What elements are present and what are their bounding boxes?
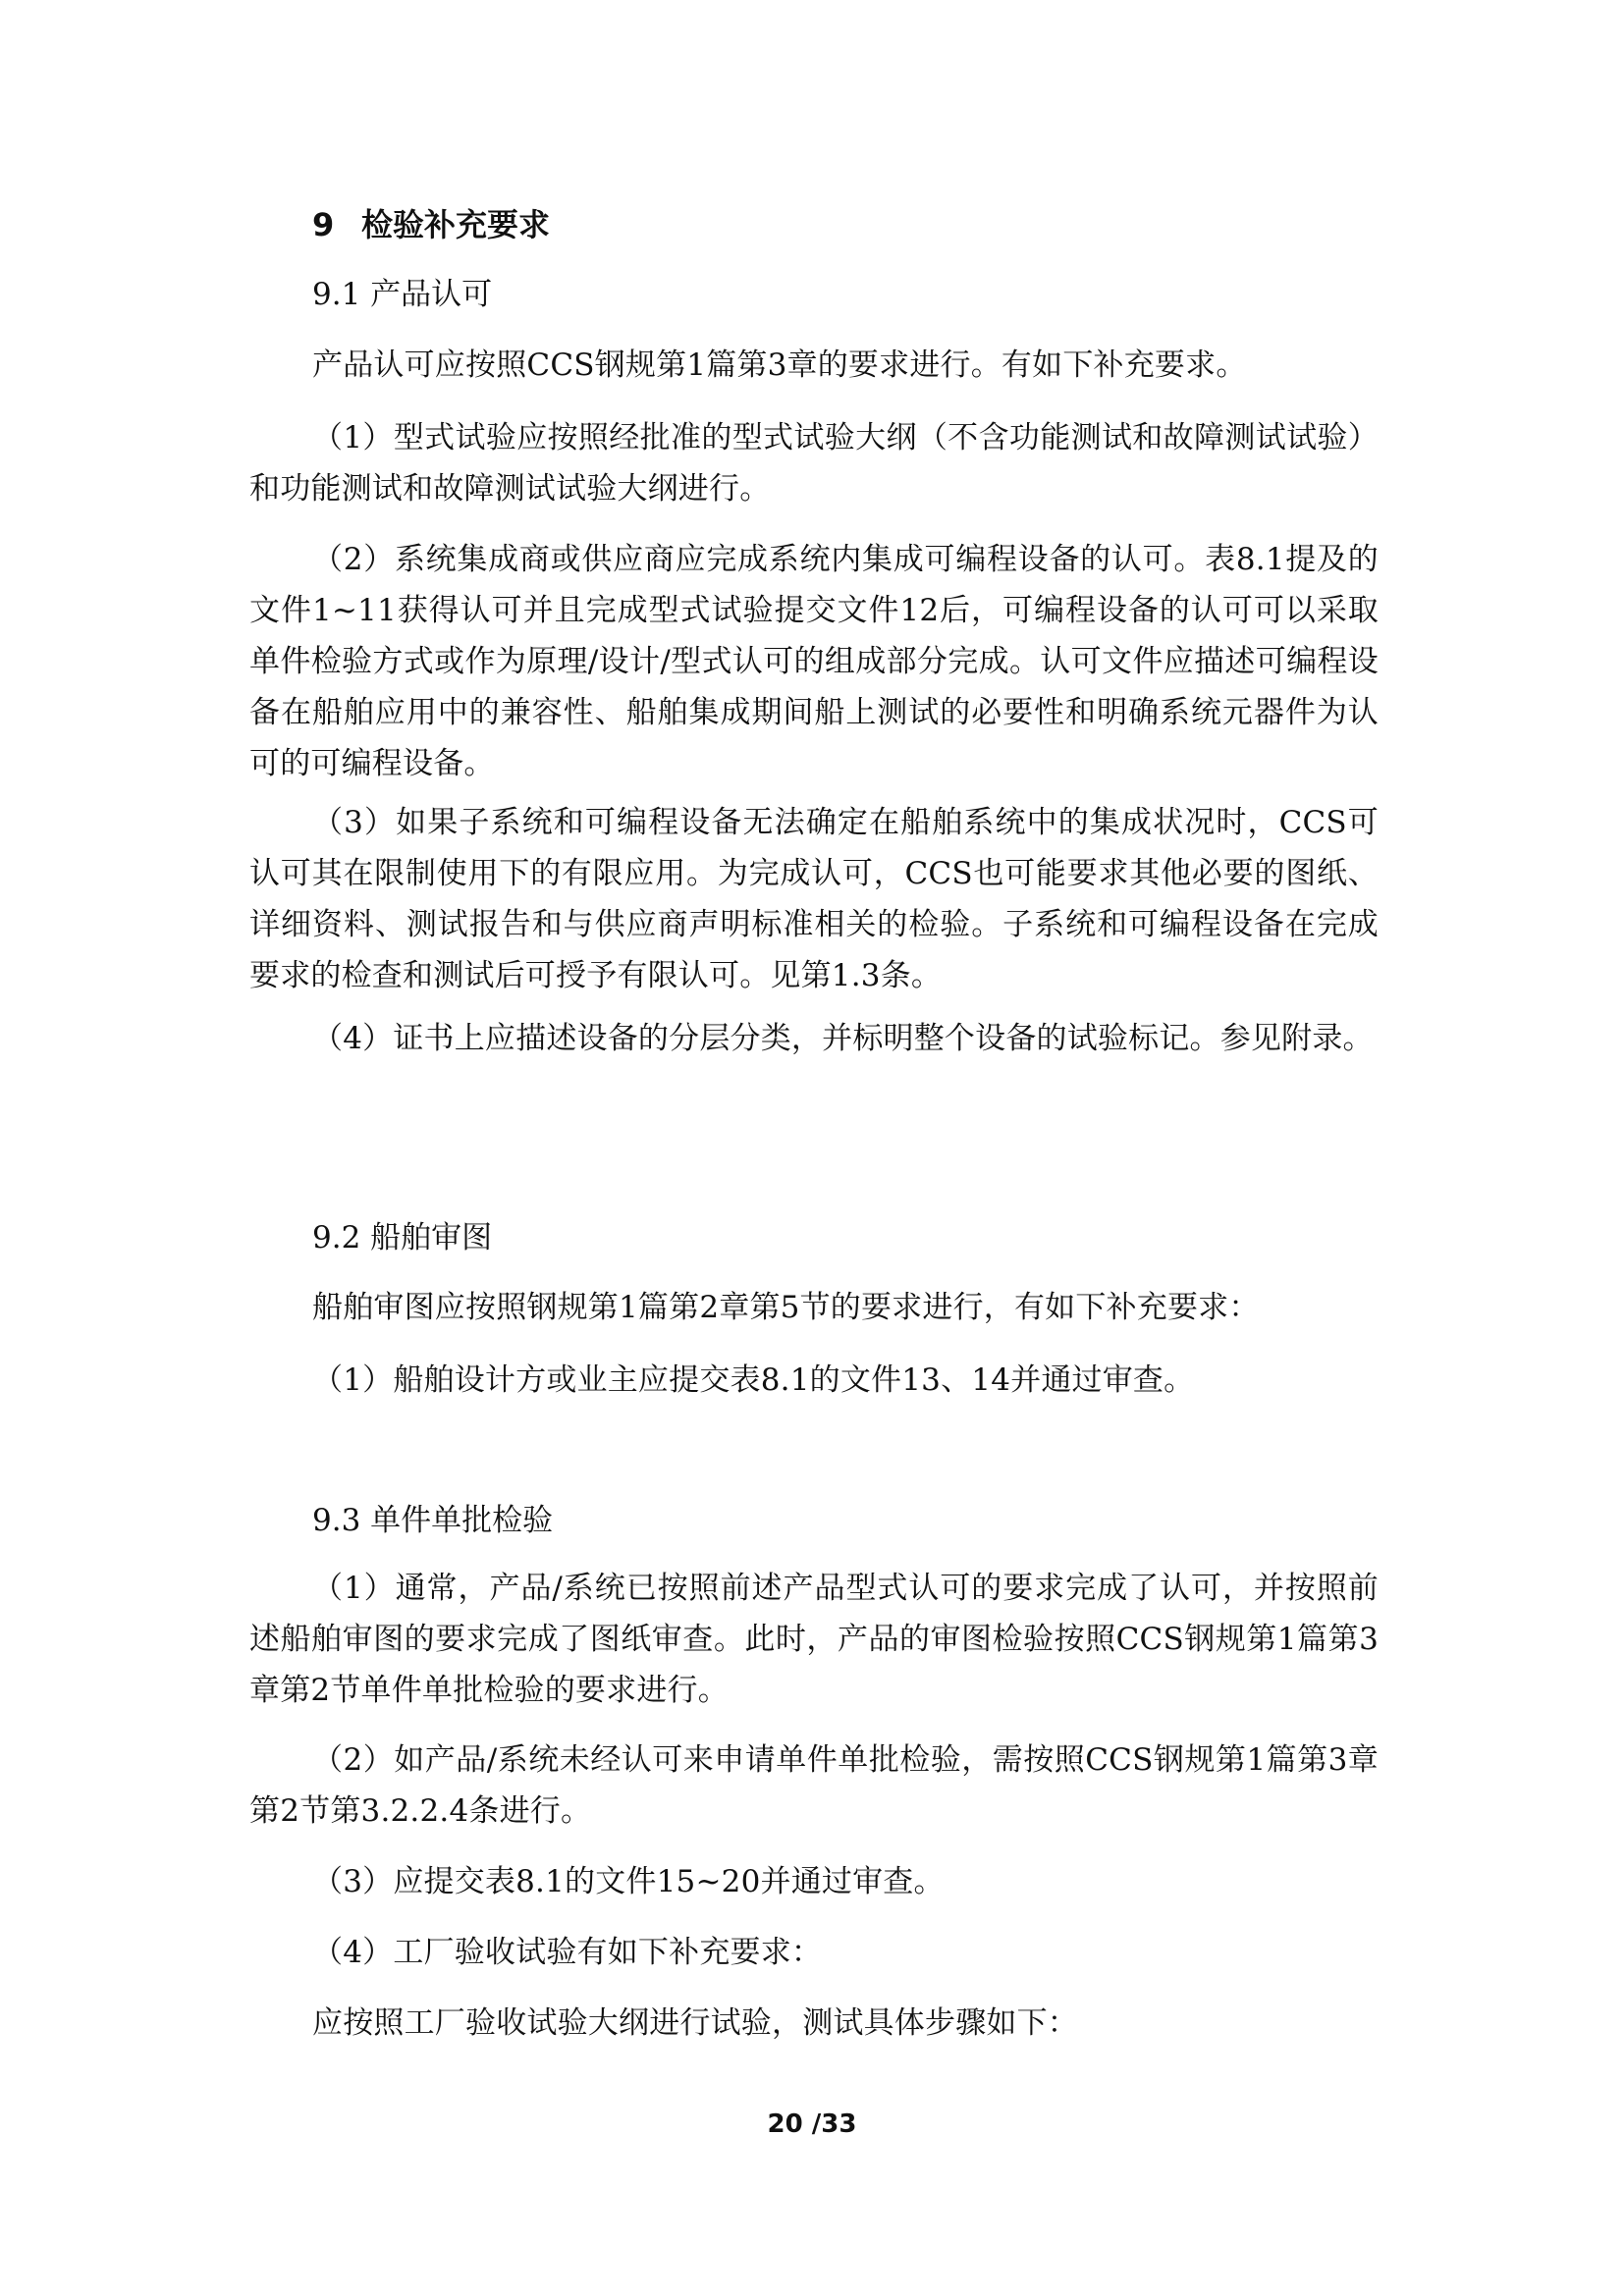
section-title: 检验补充要求 (361, 206, 551, 243)
subsection-9-1-intro: 产品认可应按照CCS钢规第1篇第3章的要求进行。有如下补充要求。 (312, 347, 1247, 383)
subsection-9-2-intro: 船舶审图应按照钢规第1篇第2章第5节的要求进行，有如下补充要求： (312, 1290, 1260, 1325)
subsection-9-2-title: 9.2 船舶审图 (312, 1220, 493, 1255)
subsection-9-1-item-1: （1）型式试验应按照经批准的型式试验大纲（不含功能测试和故障测试试验）和功能测试和故障测试试验大纲进行。 (249, 420, 1379, 507)
subsection-9-3-item-3: （3）应提交表8.1的文件15~20并通过审查。 (312, 1864, 945, 1899)
subsection-9-3-title: 9.3 单件单批检验 (312, 1503, 554, 1538)
section-number: 9 (312, 206, 335, 243)
subsection-9-1-item-4: （4）证书上应描述设备的分层分类，并标明整个设备的试验标记。参见附录。 (312, 1021, 1374, 1056)
subsection-9-1-item-3: （3）如果子系统和可编程设备无法确定在船舶系统中的集成状况时，CCS可认可其在限制使用下的有限应用。为完成认可，CCS也可能要求其他必要的图纸、详细资料、测试报告和与供应商声明标准相关的检验。子系统和可编程设备在完成要求的检查和测试后可授予有限认可。见第1.3条。 (249, 805, 1379, 993)
page-number: 20 /33 (767, 2109, 857, 2139)
subsection-9-1-item-2: （2）系统集成商或供应商应完成系统内集成可编程设备的认可。表8.1提及的文件1~11获得认可并且完成型式试验提交文件12后，可编程设备的认可可以采取单件检验方式或作为原理/设计/型式认可的组成部分完成。认可文件应描述可编程设备在船舶应用中的兼容性、船舶集成期间船上测试的必要性和明确系统元器件为认可的可编程设备。 (249, 542, 1379, 781)
subsection-9-3-item-1: （1）通常，产品/系统已按照前述产品型式认可的要求完成了认可，并按照前述船舶审图的要求完成了图纸审查。此时，产品的审图检验按照CCS钢规第1篇第3章第2节单件单批检验的要求进行。 (249, 1571, 1379, 1708)
section-heading (312, 201, 550, 248)
subsection-9-2-item-1: （1）船舶设计方或业主应提交表8.1的文件13、14并通过审查。 (312, 1362, 1195, 1398)
subsection-9-3-item-4: （4）工厂验收试验有如下补充要求： (312, 1935, 823, 1970)
subsection-9-3-item-5: 应按照工厂验收试验大纲进行试验，测试具体步骤如下： (312, 2005, 1078, 2041)
subsection-9-3-item-2: （2）如产品/系统未经认可来申请单件单批检验，需按照CCS钢规第1篇第3章第2节第3.2.2.4条进行。 (249, 1742, 1379, 1829)
subsection-9-1-title: 9.1 产品认可 (312, 277, 493, 312)
